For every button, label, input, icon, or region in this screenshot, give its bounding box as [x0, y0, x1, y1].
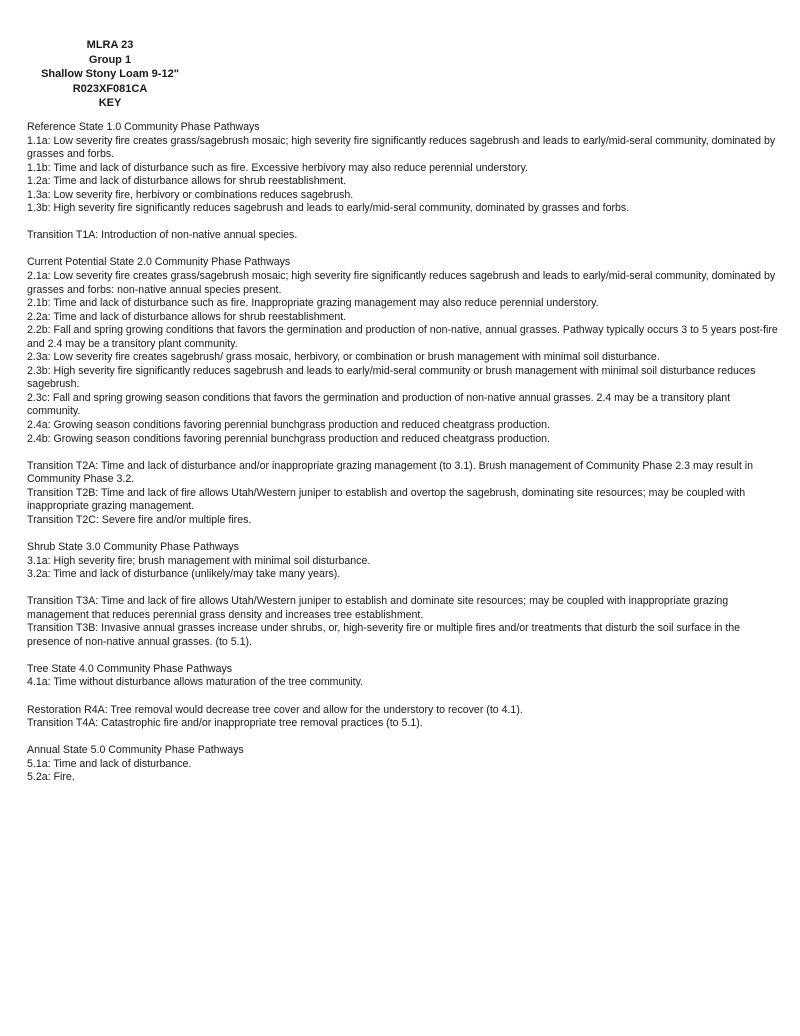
header-site-name: Shallow Stony Loam 9-12" [41, 68, 179, 80]
pathway-2-1b: 2.1b: Time and lack of disturbance such as fire. Inappropriate grazing management may also reduce perennial understory. [27, 297, 599, 310]
pathway-1-2a: 1.2a: Time and lack of disturbance allows for shrub reestablishment. [27, 175, 347, 188]
section-annual-state [27, 744, 779, 785]
transition-t4a: Transition T4A: Catastrophic fire and/or inappropriate tree removal practices (to 5.1). [27, 717, 423, 730]
section-heading: Shrub State 3.0 Community Phase Pathways [27, 540, 239, 553]
pathway-3-2a: 3.2a: Time and lack of disturbance (unlikely/may take many years). [27, 568, 341, 581]
document-header [30, 38, 190, 111]
pathway-3-1a: 3.1a: High severity fire; brush management with minimal soil disturbance. [27, 554, 371, 567]
pathway-4-1a: 4.1a: Time without disturbance allows maturation of the tree community. [27, 676, 364, 689]
document-body [27, 121, 779, 798]
header-group: Group 1 [88, 53, 132, 66]
pathway-2-3b: 2.3b: High severity fire significantly reduces sagebrush and leads to early/mid-seral community or brush management with minimal soil disturbance reduces sagebrush. [27, 364, 756, 391]
transition-t3b: Transition T3B: Invasive annual grasses increase under shrubs, or, high-severity fire or multiple fires and/or treatments that disturb the soil surface in the presence of non-native annual grasses. (to 5.1). [27, 622, 741, 648]
transition-t3a: Transition T3A: Time and lack of fire allows Utah/Western juniper to establish and dominate site resources; may be coupled with inappropriate grazing management that reduces perennial grass density and increases tree establishment. [27, 595, 729, 621]
pathway-1-3a: 1.3a: Low severity fire, herbivory or combinations reduces sagebrush. [27, 188, 354, 201]
pathway-2-3c: 2.3c: Fall and spring growing season conditions that favors the germination and production of non-native annual grasses. 2.4 may be a transitory plant community. [27, 391, 731, 418]
section-heading: Current Potential State 2.0 Community Phase Pathways [27, 256, 291, 269]
transition-t1a: Transition T1A: Introduction of non-native annual species. [27, 229, 298, 242]
transition-t2b: Transition T2B: Time and lack of fire allows Utah/Western juniper to establish and overtop the sagebrush, dominating site resources; may be coupled with inappropriate grazing management. [27, 486, 746, 513]
pathway-2-4a: 2.4a: Growing season conditions favoring perennial bunchgrass production and reduced cheatgrass production. [27, 419, 550, 432]
section-current-potential-state [27, 256, 779, 446]
pathway-2-2b: 2.2b: Fall and spring growing conditions that favors the germination and production of non-native, annual grasses. Pathway typically occurs 3 to 5 years post-fire and 2.4 may be a transitory plant community. [27, 324, 778, 350]
pathway-2-1a: 2.1a: Low severity fire creates grass/sagebrush mosaic; high severity fire significantly reduces sagebrush and leads to early/mid-seral community, dominated by grasses and forbs: non-native annual species present. [27, 270, 776, 296]
pathway-2-4b: 2.4b: Growing season conditions favoring perennial bunchgrass production and reduced cheatgrass production. [27, 432, 550, 445]
pathway-1-1b: 1.1b: Time and lack of disturbance such as fire. Excessive herbivory may also reduce perennial understory. [27, 161, 528, 174]
header-site-id: R023XF081CA [72, 82, 148, 95]
section-transitions-t3 [27, 595, 779, 649]
pathway-5-1a: 5.1a: Time and lack of disturbance. [27, 757, 192, 770]
pathway-1-3b: 1.3b: High severity fire significantly reduces sagebrush and leads to early/mid-seral community, dominated by grasses and forbs. [27, 202, 630, 215]
pathway-5-2a: 5.2a: Fire. [27, 771, 75, 784]
section-heading: Tree State 4.0 Community Phase Pathways [27, 662, 233, 675]
header-key: KEY [98, 97, 122, 109]
pathway-1-1a: 1.1a: Low severity fire creates grass/sagebrush mosaic; high severity fire significantly reduces sagebrush and leads to early/mid-seral community, dominated by grasses and forbs. [27, 134, 776, 161]
section-transition-t1 [27, 229, 779, 243]
section-restoration-transition-4 [27, 704, 779, 731]
section-reference-state [27, 121, 779, 216]
section-heading: Annual State 5.0 Community Phase Pathways [27, 744, 244, 757]
section-transitions-t2 [27, 460, 779, 528]
section-heading: Reference State 1.0 Community Phase Pathways [27, 121, 260, 133]
pathway-2-2a: 2.2a: Time and lack of disturbance allows for shrub reestablishment. [27, 310, 347, 323]
restoration-r4a: Restoration R4A: Tree removal would decrease tree cover and allow for the understory to recover (to 4.1). [27, 703, 523, 716]
section-shrub-state [27, 541, 779, 582]
pathway-2-3a: 2.3a: Low severity fire creates sagebrush/ grass mosaic, herbivory, or combination or brush management with minimal soil disturbance. [27, 351, 660, 364]
header-mlra: MLRA 23 [86, 39, 134, 51]
transition-t2c: Transition T2C: Severe fire and/or multiple fires. [27, 513, 252, 526]
transition-t2a: Transition T2A: Time and lack of disturbance and/or inappropriate grazing management (to 3.1). Brush management of Community Phase 2.3 may result in Community Phase 3.2. [27, 459, 754, 486]
section-tree-state [27, 663, 779, 690]
